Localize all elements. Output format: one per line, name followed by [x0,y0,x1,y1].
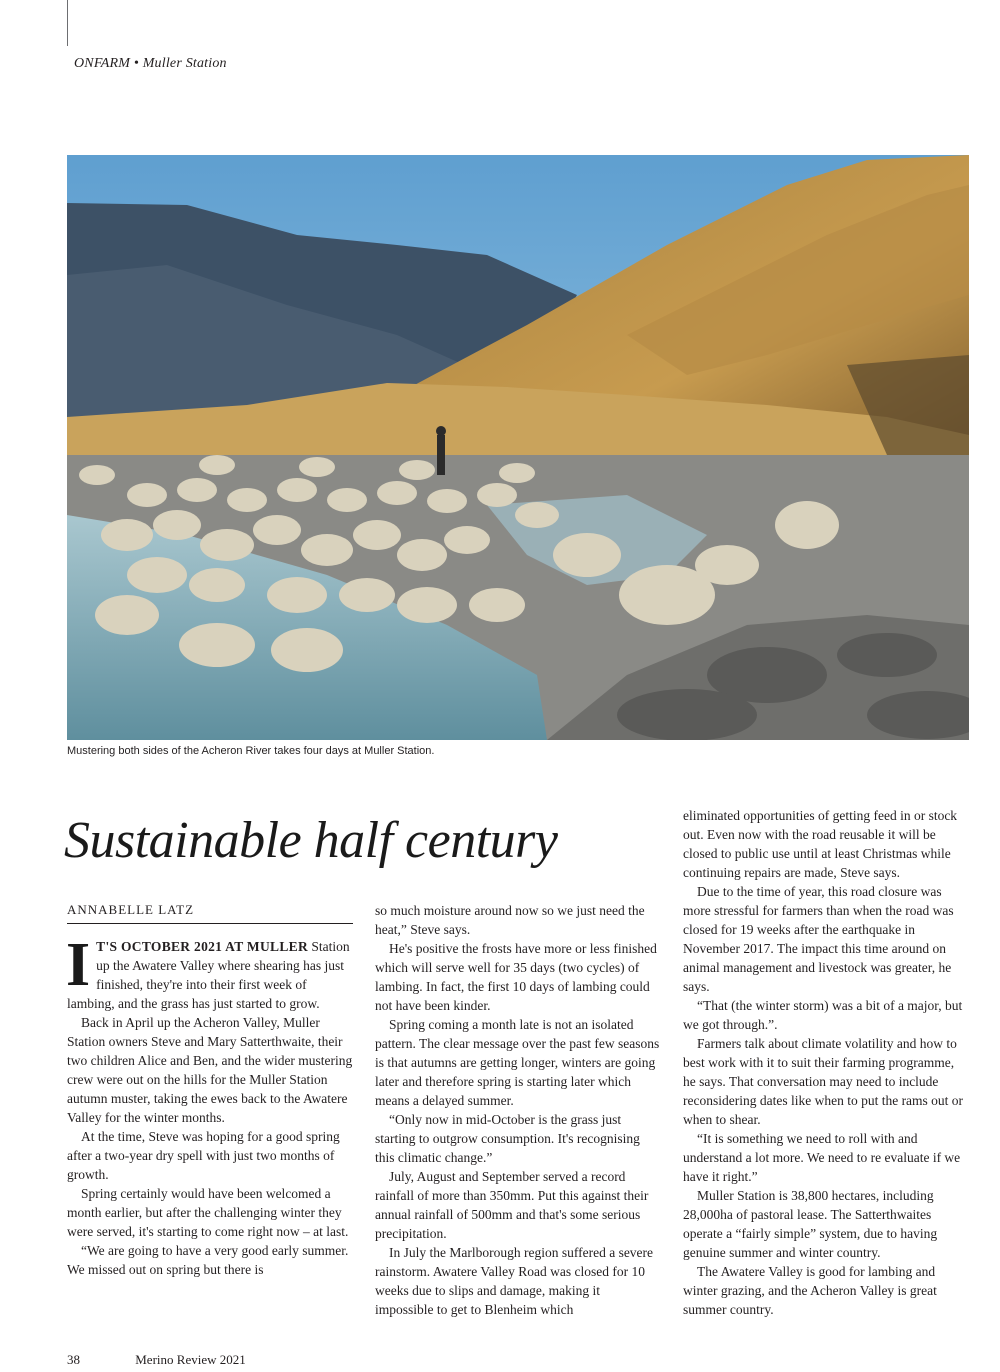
publication-name: Merino Review 2021 [135,1352,246,1367]
article-paragraph: Farmers talk about climate volatility and how to best work with it to suit their farming programme, he says. That conversation may need to include reconsidering dates like when to put the rams out or when to shear. [683,1036,964,1127]
article-paragraph: Due to the time of year, this road closure was more stressful for farmers than when the road was closed for 19 weeks after the earthquake in November 2017. The impact this time around on animal management and livestock was greater, he says. [683,884,954,994]
lead-in: T'S OCTOBER 2021 AT MULLER [96,939,308,954]
article-paragraph: In July the Marlborough region suffered a severe rainstorm. Awatere Valley Road was closed for 10 weeks due to slips and damage, making it impossible to get to Blenheim which [375,1245,654,1317]
page-footer [67,1352,298,1368]
margin-rule [67,0,68,46]
article-paragraph: “It is something we need to roll with and understand a lot more. We need to re evaluate if we have it right.” [683,1131,961,1184]
running-head [74,56,227,72]
article-paragraph: “We are going to have a very good early summer. We missed out on spring but there is [67,1243,349,1277]
article-paragraph: At the time, Steve was hoping for a good spring after a two-year dry spell with just two months of growth. [67,1129,340,1182]
article-paragraph: He's positive the frosts have more or less finished which will serve well for 35 days (two cycles) of lambing. In fact, the first 10 days of lambing could not have been kinder. [375,941,657,1013]
photo-caption: Mustering both sides of the Acheron River takes four days at Muller Station. [67,745,435,757]
section-name: ONFARM [74,56,131,71]
article-paragraph: July, August and September served a record rainfall of more than 350mm. Put this against their annual rainfall of 500mm and that's some serious precipitation. [375,1169,649,1241]
article-column-1 [66,931,353,1279]
article-headline: Sustainable half century [64,812,558,869]
article-paragraph [66,931,353,1013]
article-column-2 [375,901,661,1319]
page-number: 38 [67,1352,80,1367]
article-paragraph: Back in April up the Acheron Valley, Muller Station owners Steve and Mary Satterthwaite, their two children Alice and Ben, and the wider mustering crew were out on the hills for the Muller Station autumn muster, taking the ewes back to the Awatere Valley for the winter months. [67,1015,353,1125]
muster-photo-illustration [67,155,969,740]
article-paragraph: Spring coming a month late is not an isolated pattern. The clear message over the past few seasons is that autumns are getting longer, winters are going later and therefore spring is starting later which means a delayed summer. [375,1017,660,1108]
article-column-3 [683,806,969,1319]
article-paragraph: Muller Station is 38,800 hectares, including 28,000ha of pastoral lease. The Satterthwaites operate a “fairly simple” system, due to having genuine summer and winter country. [683,1188,938,1260]
drop-cap: I [66,931,91,999]
section-title: Muller Station [142,56,227,71]
article-paragraph: eliminated opportunities of getting feed in or stock out. Even now with the road reusable it will be closed to public use until at least Christmas while continuing repairs are made, Steve says. [683,808,958,880]
article-byline: ANNABELLE LATZ [67,902,353,924]
article-paragraph: Spring certainly would have been welcomed a month earlier, but after the challenging winter they were served, it's starting to come right now – at last. [67,1186,349,1239]
article-paragraph: The Awatere Valley is good for lambing and winter grazing, and the Acheron Valley is great summer country. [683,1264,937,1317]
paragraph-text: Station up the Awatere Valley where shearing has just finished, they're into their first week of lambing, and the grass has just started to grow. [67,939,350,1011]
muster-photo [67,155,969,740]
article-paragraph: “Only now in mid-October is the grass just starting to outgrow consumption. It's recognising this climatic change.” [375,1112,640,1165]
section-separator: • [133,56,139,71]
article-paragraph: “That (the winter storm) was a bit of a major, but we got through.”. [683,998,963,1032]
article-paragraph: so much moisture around now so we just need the heat,” Steve says. [375,903,645,937]
